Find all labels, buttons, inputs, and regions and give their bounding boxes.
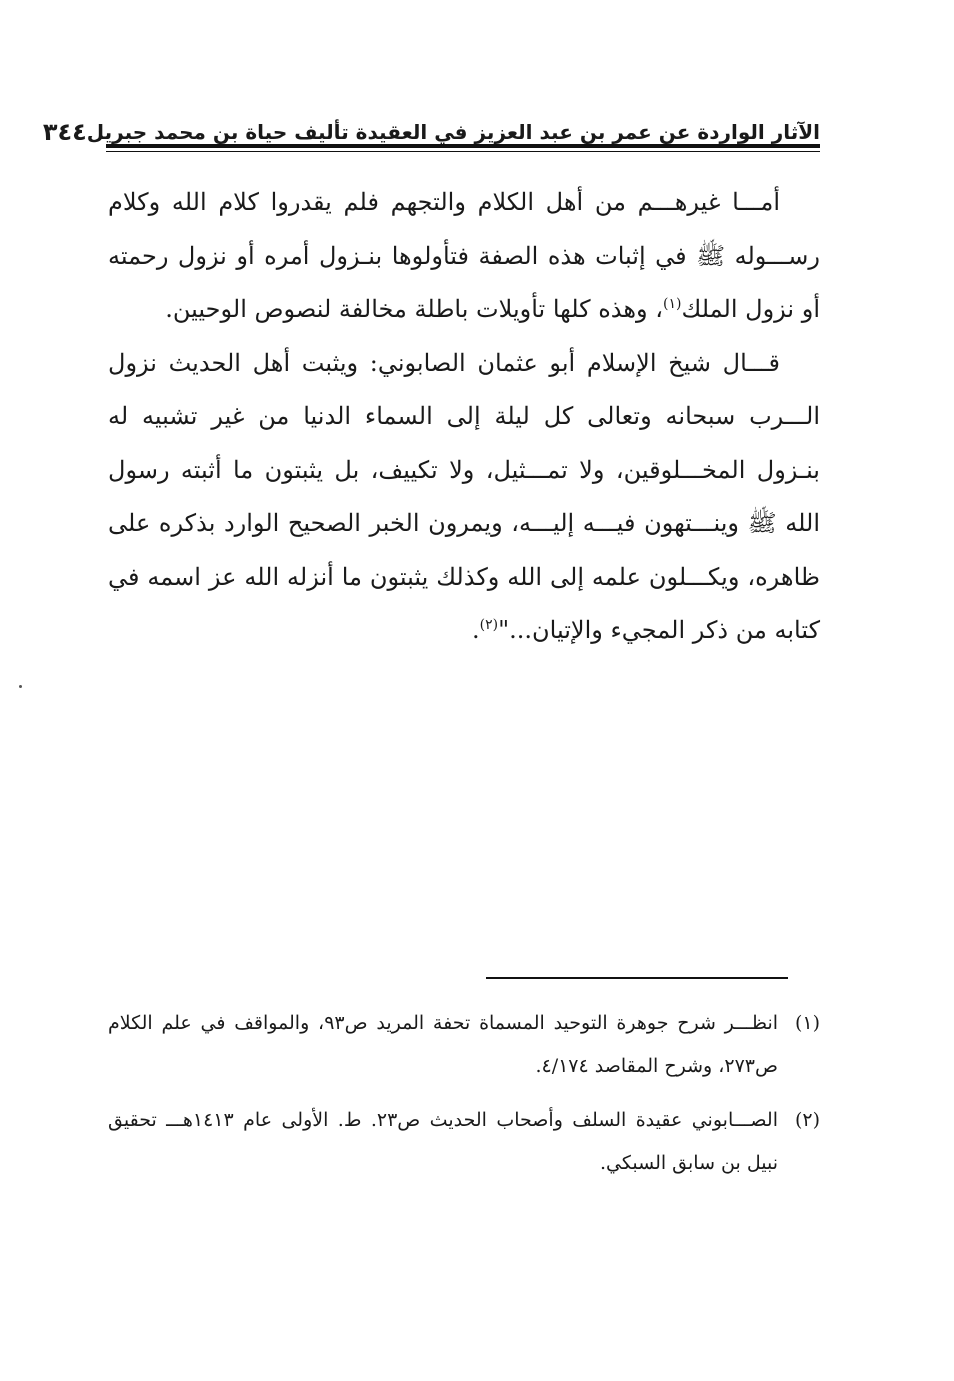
footnote-ref[interactable]: (١) [663, 296, 682, 312]
footnote [108, 1099, 820, 1185]
main-text [108, 176, 820, 658]
footnote-number: (٢) [794, 1109, 820, 1131]
footnote-number: (١) [794, 1012, 820, 1034]
page-number: ٣٤٤ [42, 118, 87, 146]
footnote-ref[interactable]: (٢) [479, 617, 499, 633]
paragraph-text: قـــال شيخ الإسلام أبو عثمان الصابوني: ويثبت أهل الحديث نزول الـــرب سبحانه وتعالى كل ليلة إلى السماء الدنيا من غير تشبيه له بنـزول المخـــلوقين، ولا تمـــثيل، ولا تكييف، بل يثبتون ما أثبته رسول الله ﷺ وينـــتهون فيـــه إليـــه، ويمرون الخبر الصحيح الوارد بذكره على ظاهره، ويكـــلون علمه إلى الله وكذلك يثبتون ما أنزله الله عز اسمه في كتابه من ذكر المجيء والإتيان..." [108, 348, 820, 644]
footnotes [108, 1002, 820, 1196]
header-title: الآثار الواردة عن عمر بن عبد العزيز في العقيدة تأليف حياة بن محمد جبريل [86, 120, 820, 144]
footnote-text: انظـــر شرح جوهرة التوحيد المسماة تحفة المريد ص٩٣، والمواقف في علم الكلام ص٢٧٣، وشرح المقاصد ٤/١٧٤. [108, 1012, 779, 1077]
paragraph-text: . [472, 616, 480, 644]
footnote [108, 1002, 820, 1088]
footnote-separator [486, 977, 788, 979]
paragraph [108, 337, 820, 658]
scan-speck [19, 685, 22, 688]
running-header [42, 106, 820, 146]
paragraph-text: أمـــا غيرهـــم من أهل الكلام والتجهم فلم يقدروا كلام الله وكلام رســـوله ﷺ في إثبات هذه الصفة فتأولوها بنـزول أمره أو نزول رحمته أو نزول الملك [108, 188, 820, 323]
header-rule-thick [106, 144, 820, 148]
header-rule-thin [106, 151, 820, 152]
paragraph [108, 176, 820, 337]
footnote-text: الصـــابوني عقيدة السلف وأصحاب الحديث ص٢٣. ط. الأولى عام ١٤١٣هـــ تحقيق نبيل بن سابق السبكي. [108, 1109, 778, 1174]
paragraph-text: ، وهذه كلها تأويلات باطلة مخالفة لنصوص الوحيين. [165, 295, 664, 323]
